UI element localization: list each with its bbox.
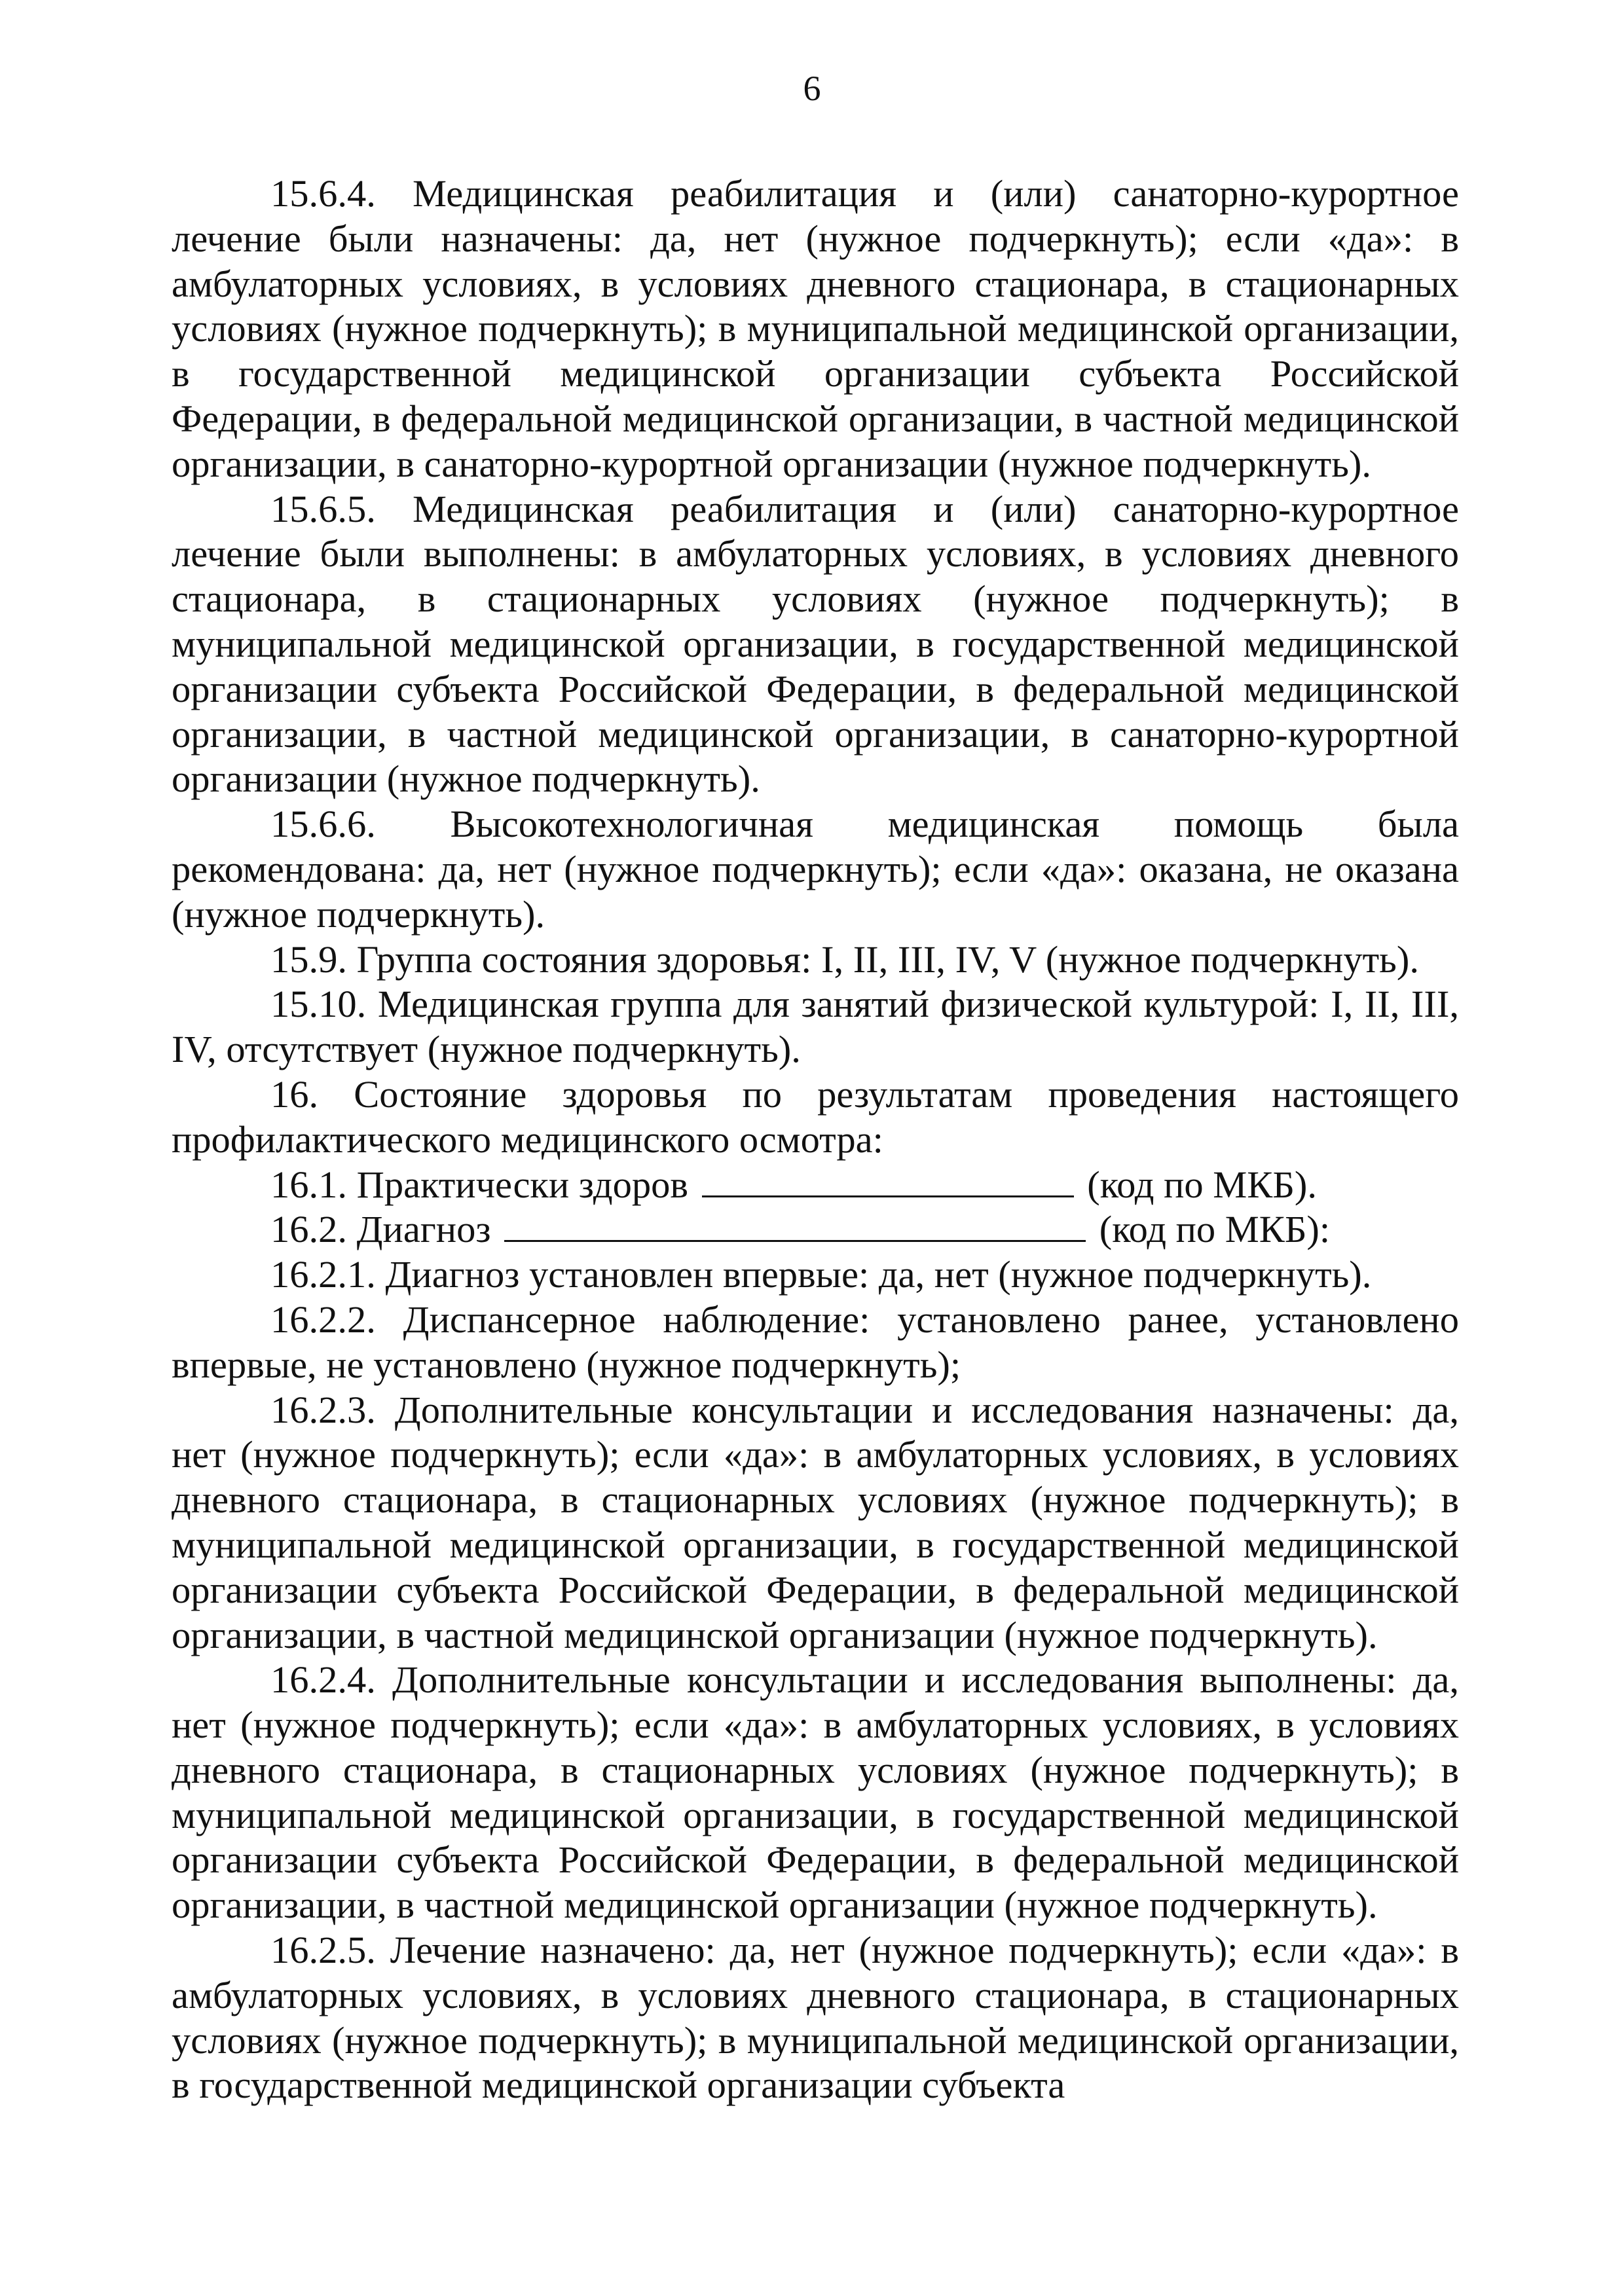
- paragraph-15-9: 15.9. Группа состояния здоровья: I, II, III, IV, V (нужное подчеркнуть).: [270, 938, 1419, 981]
- paragraph-16-2-2: 16.2.2. Диспансерное наблюдение: установлено ранее, установлено впервые, не установлено (нужное подчеркнуть);: [172, 1298, 1459, 1386]
- field-diagnosis: [172, 1207, 1459, 1252]
- paragraph-16-2-1: 16.2.1. Диагноз установлен впервые: да, нет (нужное подчеркнуть).: [270, 1253, 1372, 1296]
- diagnosis-icd-suffix: (код по МКБ):: [1099, 1208, 1331, 1251]
- healthy-icd-code-blank[interactable]: [702, 1163, 1074, 1197]
- document-body: [172, 172, 1459, 2108]
- diagnosis-icd-code-blank[interactable]: [504, 1207, 1086, 1242]
- healthy-icd-suffix: (код по МКБ).: [1087, 1163, 1318, 1206]
- field-practically-healthy: [172, 1163, 1459, 1208]
- paragraph-16-2-5: 16.2.5. Лечение назначено: да, нет (нужное подчеркнуть); если «да»: в амбулаторных условиях, в условиях дневного стационара, в стационарных условиях (нужное подчеркнуть); в муниципальной медицинской организации, в государственной медицинской организации субъекта: [172, 1929, 1459, 2107]
- paragraph-16-2-4: 16.2.4. Дополнительные консультации и исследования выполнены: да, нет (нужное подчеркнуть); если «да»: в амбулаторных условиях, в условиях дневного стационара, в стационарных условиях (нужное подчеркнуть); в муниципальной медицинской организации, в государственной медицинской организации субъекта Российской Федерации, в федеральной медицинской организации, в частной медицинской организации (нужное подчеркнуть).: [172, 1658, 1459, 1927]
- healthy-label: 16.1. Практически здоров: [270, 1163, 688, 1206]
- paragraph-15-6-6: 15.6.6. Высокотехнологичная медицинская помощь была рекомендована: да, нет (нужное подчеркнуть); если «да»: оказана, не оказана (нужное подчеркнуть).: [172, 803, 1459, 936]
- paragraph-15-6-4: 15.6.4. Медицинская реабилитация и (или) санаторно-курортное лечение были назначены: да, нет (нужное подчеркнуть); если «да»: в амбулаторных условиях, в условиях дневного стационара, в стационарных условиях (нужное подчеркнуть); в муниципальной медицинской организации, в государственной медицинской организации субъекта Российской Федерации, в федеральной медицинской организации, в частной медицинской организации, в санаторно-курортной организации (нужное подчеркнуть).: [172, 172, 1459, 485]
- paragraph-15-6-5: 15.6.5. Медицинская реабилитация и (или) санаторно-курортное лечение были выполнены: в амбулаторных условиях, в условиях дневного стационара, в стационарных условиях (нужное подчеркнуть); в муниципальной медицинской организации, в государственной медицинской организации субъекта Российской Федерации, в федеральной медицинской организации, в частной медицинской организации, в санаторно-курортной организации (нужное подчеркнуть).: [172, 487, 1459, 801]
- page-number: 6: [803, 69, 821, 108]
- paragraph-16-2-3: 16.2.3. Дополнительные консультации и исследования назначены: да, нет (нужное подчеркнуть); если «да»: в амбулаторных условиях, в условиях дневного стационара, в стационарных условиях (нужное подчеркнуть); в муниципальной медицинской организации, в государственной медицинской организации субъекта Российской Федерации, в федеральной медицинской организации, в частной медицинской организации (нужное подчеркнуть).: [172, 1388, 1459, 1656]
- diagnosis-label: 16.2. Диагноз: [270, 1208, 491, 1251]
- paragraph-16: 16. Состояние здоровья по результатам проведения настоящего профилактического медицинского осмотра:: [172, 1072, 1459, 1161]
- paragraph-15-10: 15.10. Медицинская группа для занятий физической культурой: I, II, III, IV, отсутствует (нужное подчеркнуть).: [172, 983, 1459, 1071]
